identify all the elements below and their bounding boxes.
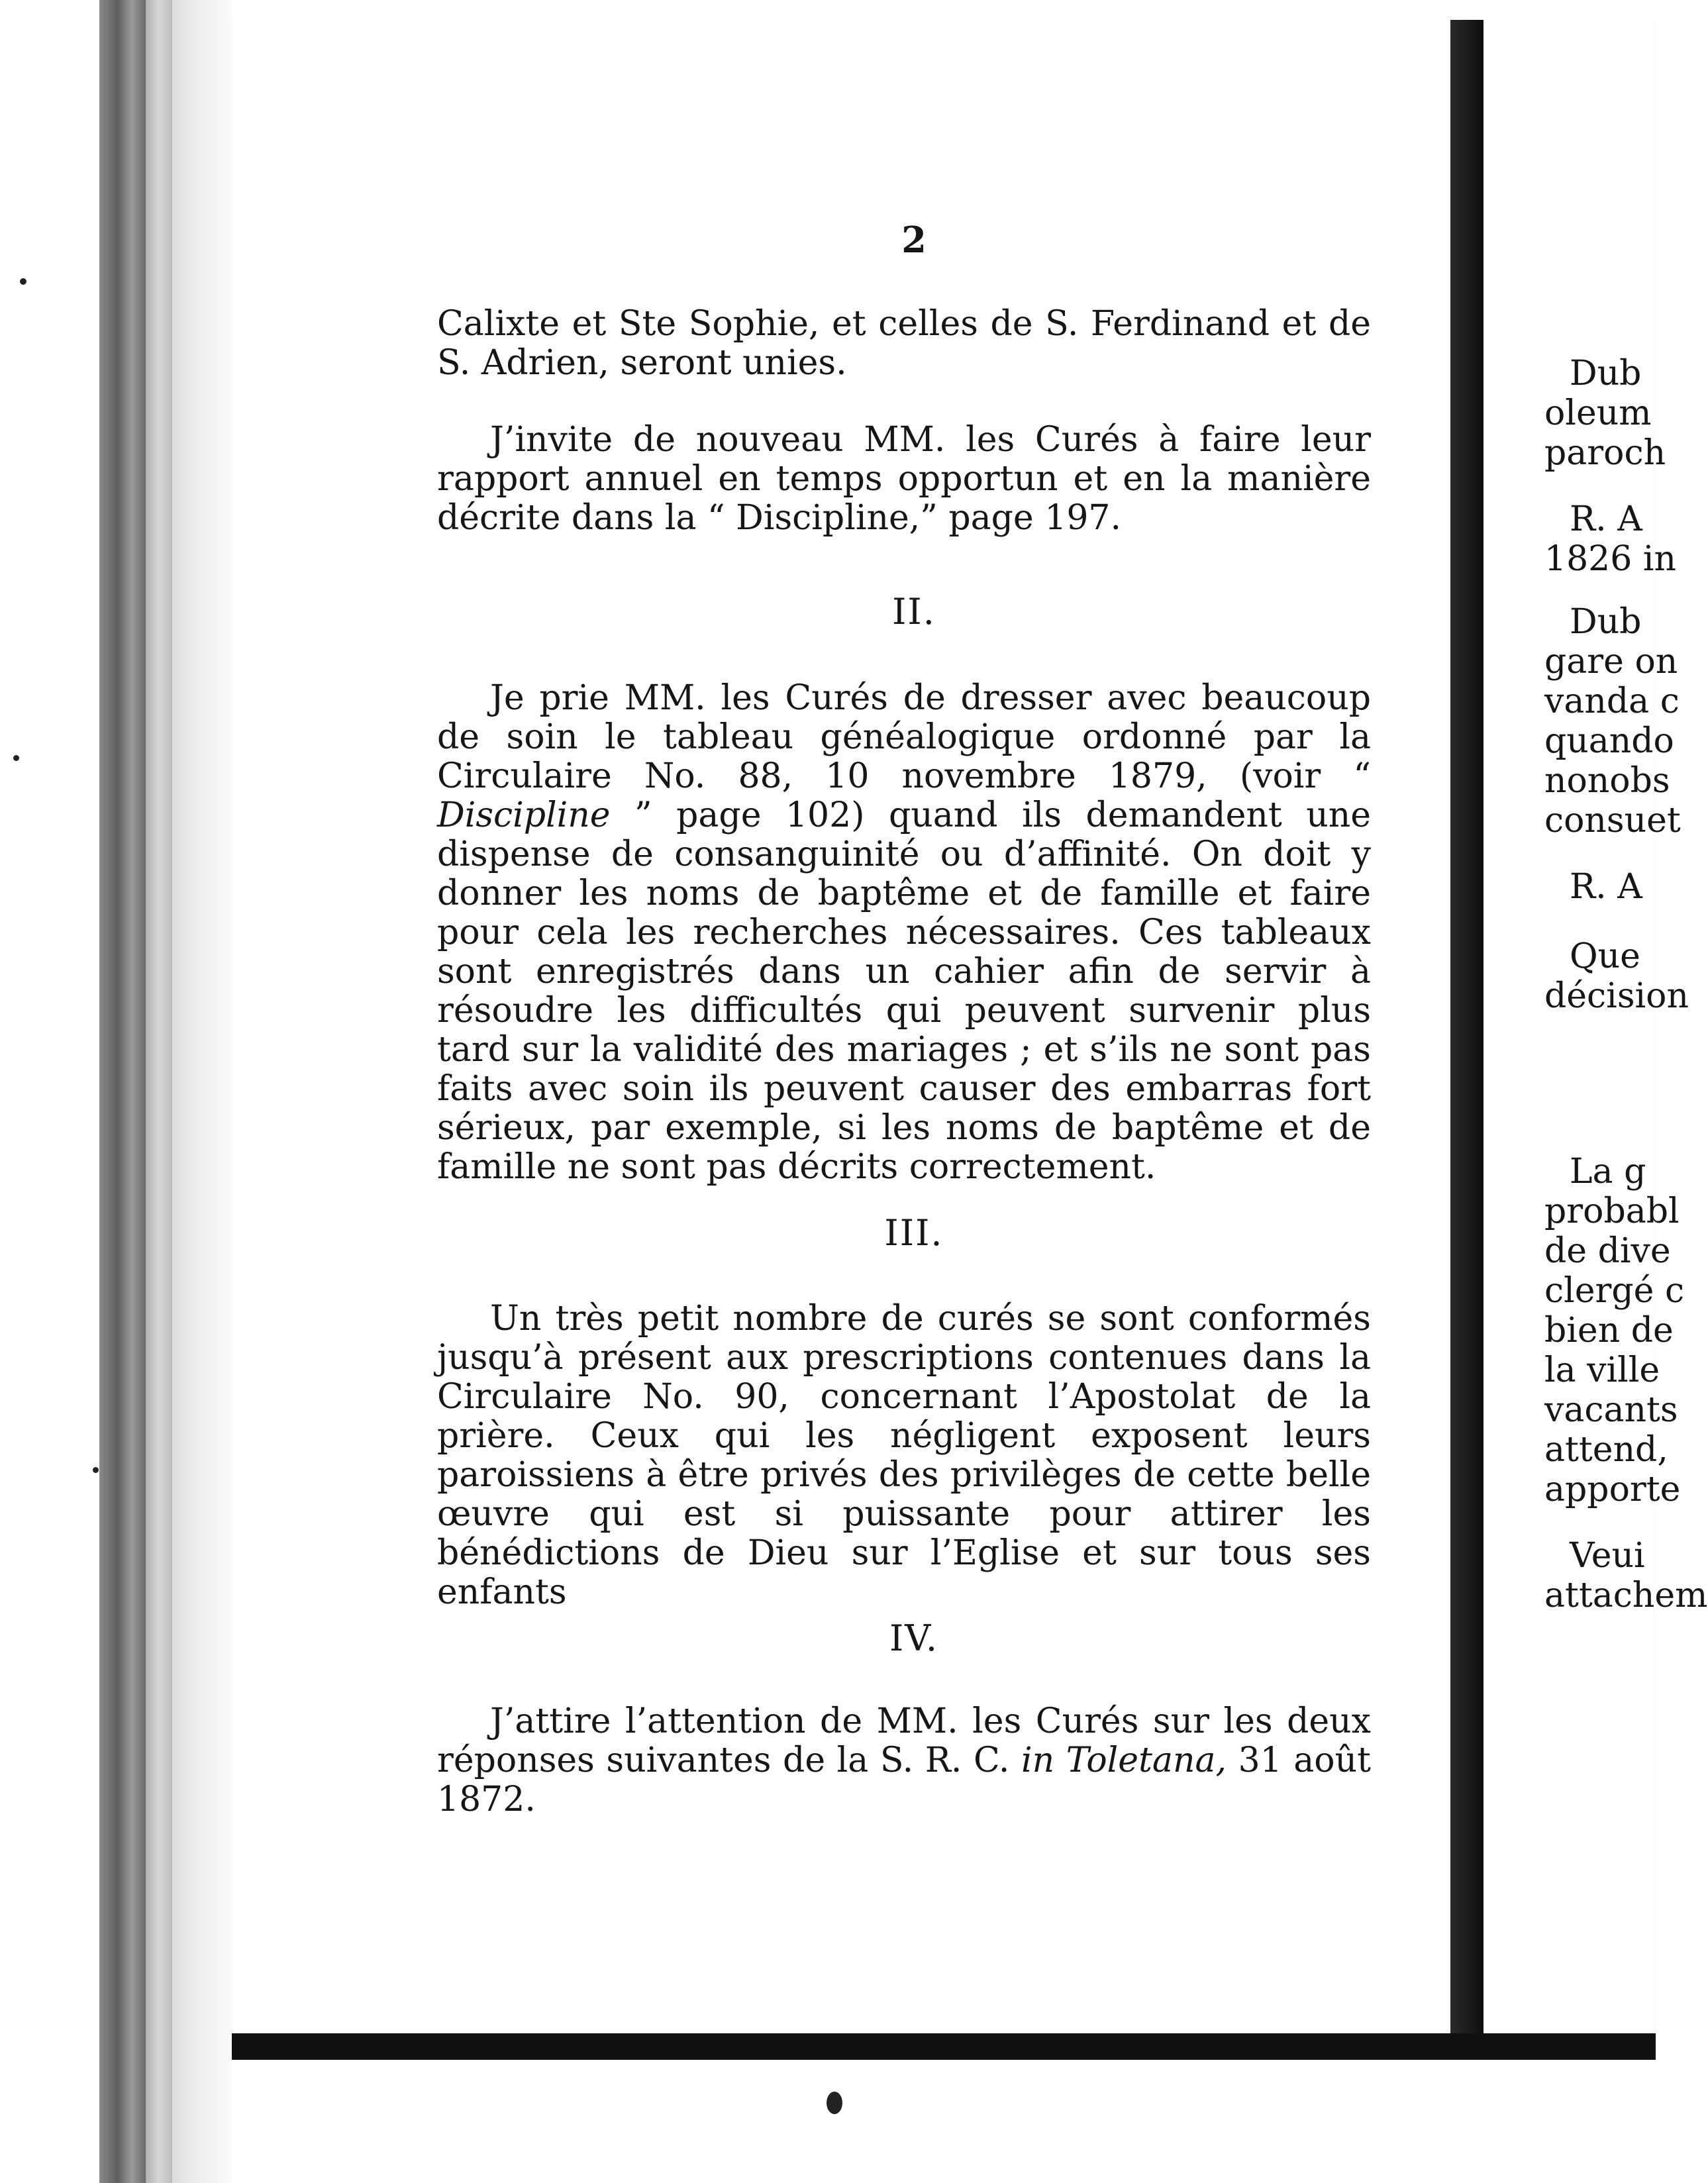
next-page-line: la ville xyxy=(1544,1350,1660,1390)
book-edge-mid xyxy=(146,0,172,2183)
next-page-line: paroch xyxy=(1544,433,1666,473)
scan-bottom-band xyxy=(232,2033,1656,2060)
next-page-line: vacants xyxy=(1544,1390,1678,1430)
next-page-line: décision xyxy=(1544,976,1689,1016)
next-page-line: La g xyxy=(1570,1152,1646,1192)
book-edge-dark xyxy=(99,0,146,2183)
paragraph-2: J’invite de nouveau MM. les Curés à faire leur rapport annuel en temps opportun et en la manière décrite dans la “ Discipline,” page 197. xyxy=(437,420,1371,538)
next-page-line: Dub xyxy=(1570,354,1642,393)
next-page-line: clergé c xyxy=(1544,1271,1685,1311)
next-page-line: oleum xyxy=(1544,393,1652,433)
paragraph-3-text-b: ” page 102) quand ils demandent une dispense de consanguinité ou d’affinité. On doit y donner les noms de baptême et de famille et faire pour cela les recherches nécessaires. Ces tableaux sont enregistrés dans un cahier afin de servir à résoudre les difficultés qui peuvent survenir plus tard sur la validité des mariages ; et s’ils ne sont pas faits avec soin ils peuvent causer des embarras fort sérieux, par exemple, si les noms de baptême et de famille ne sont pas décrits correctement. xyxy=(437,795,1371,1187)
next-page-line: Veui xyxy=(1570,1536,1645,1576)
next-page-line: probabl xyxy=(1544,1192,1680,1231)
next-page-fragment xyxy=(1483,20,1708,2033)
paragraph-3-text-a: Je prie MM. les Curés de dresser avec beaucoup de soin le tableau généalogique ordonné par la Circulaire No. 88, 10 novembre 1879, (voir “ xyxy=(437,678,1371,796)
scan-speck xyxy=(827,2092,842,2114)
paragraph-5-text-a: J’attire l’attention de MM. les Curés sur les deux réponses suivantes de la S. R. C. xyxy=(437,1701,1371,1780)
scan-speck xyxy=(13,755,19,761)
next-page-line: apporte xyxy=(1544,1470,1681,1509)
paragraph-1: Calixte et Ste Sophie, et celles de S. Ferdinand et de S. Adrien, seront unies. xyxy=(437,304,1371,383)
paragraph-5-italic: in Toletana, xyxy=(1021,1741,1227,1780)
next-page-line: vanda c xyxy=(1544,682,1680,721)
next-page-line: attend, xyxy=(1544,1430,1668,1470)
scan-speck xyxy=(93,1467,99,1473)
paragraph-3 xyxy=(437,679,1371,1187)
next-page-line: quando xyxy=(1544,721,1674,761)
section-heading-iii: III. xyxy=(884,1212,944,1254)
paragraph-3-discipline: Discipline xyxy=(437,795,611,835)
scan-speck xyxy=(20,278,26,285)
paragraph-5 xyxy=(437,1702,1371,1819)
page-gutter xyxy=(1450,20,1483,2033)
section-heading-iv: IV. xyxy=(889,1617,939,1659)
next-page-line: attachem xyxy=(1544,1576,1708,1615)
next-page-line: Dub xyxy=(1570,602,1642,642)
book-edge-light xyxy=(172,0,199,2183)
next-page-line: 1826 in xyxy=(1544,539,1676,579)
paragraph-4: Un très petit nombre de curés se sont conformés jusqu’à présent aux prescriptions contenues dans la Circulaire No. 90, concernant l’Apostolat de la prière. Ceux qui les négligent exposent leurs paroissiens à être privés des privilèges de cette belle œuvre qui est si puissante pour attirer les bénédictions de Dieu sur l’Eglise et sur tous ses enfants xyxy=(437,1299,1371,1612)
next-page-line: de dive xyxy=(1544,1231,1671,1271)
next-page-line: Que xyxy=(1570,937,1640,976)
section-heading-ii: II. xyxy=(892,591,936,633)
book-edge-lighter xyxy=(199,0,232,2183)
next-page-line: bien de xyxy=(1544,1311,1674,1350)
next-page-line: consuet xyxy=(1544,801,1681,840)
next-page-line: R. A xyxy=(1570,499,1642,539)
next-page-line: gare on xyxy=(1544,642,1678,682)
paragraph-5-text-b: 31 août 1872. xyxy=(437,1741,1372,1819)
page-number: 2 xyxy=(901,219,927,261)
next-page-line: R. A xyxy=(1570,867,1642,907)
next-page-line: nonobs xyxy=(1544,761,1670,801)
